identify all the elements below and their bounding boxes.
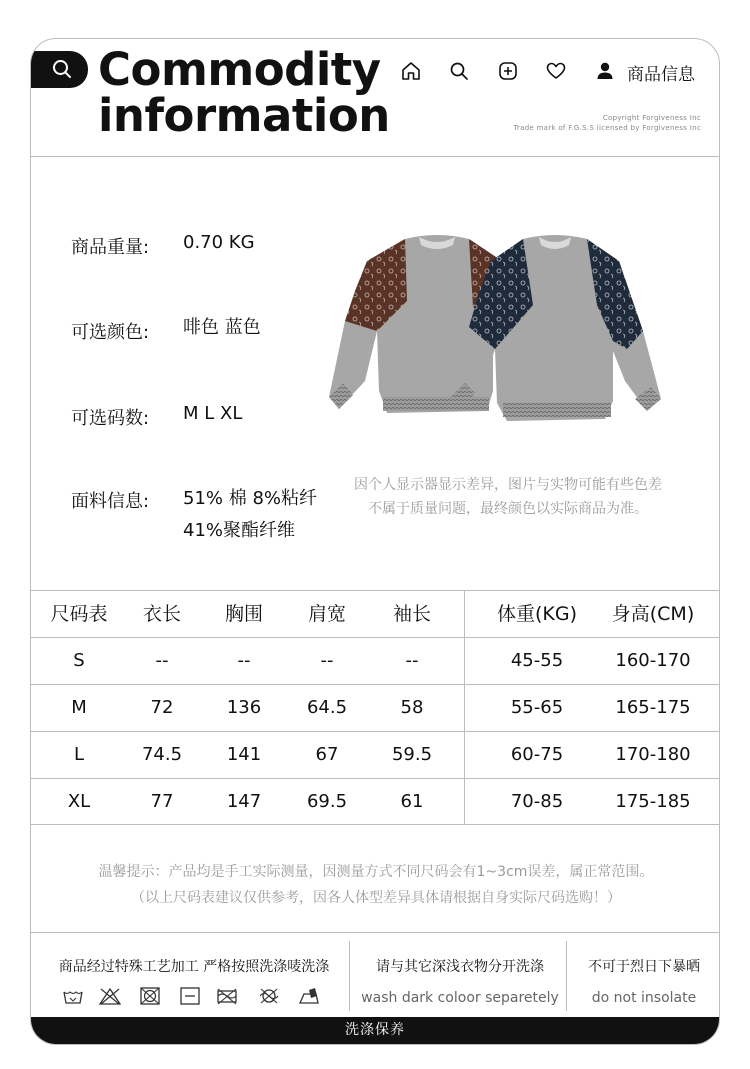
cell-chest: 147 [226, 791, 262, 812]
header-weight: 体重(KG) [496, 603, 577, 625]
no-dry-clean-icon [257, 986, 281, 1006]
size-row [71, 403, 243, 430]
header-height: 身高(CM) [611, 603, 695, 625]
cell-length: -- [155, 650, 169, 671]
size-value: M L XL [183, 403, 243, 424]
search-icon [52, 59, 72, 79]
flat-dry-icon [178, 986, 202, 1006]
no-bleach-icon [98, 986, 122, 1006]
care-title-separate: 请与其它深浅衣物分开洗涤 [376, 959, 544, 975]
tip-line-2: （以上尺码表建议仅供参考，因各人体型差异具体请根据自身实际尺码选购！） [131, 890, 621, 906]
cell-height: 160-170 [615, 650, 691, 671]
header-size: 尺码表 [50, 603, 108, 625]
user-icon[interactable] [593, 59, 617, 83]
cell-sleeve: 61 [400, 791, 424, 812]
no-wring-icon [215, 986, 239, 1006]
weight-label: 商品重量: [71, 237, 150, 258]
cell-weight: 60-75 [510, 744, 564, 765]
disclaimer-line-1: 因个人显示器显示差异，图片与实物可能有些色差 [354, 477, 662, 493]
disclaimer-line-2: 不属于质量问题，最终颜色以实际商品为准。 [368, 501, 648, 517]
cell-length: 74.5 [141, 744, 183, 765]
cell-size: S [73, 650, 85, 671]
cell-height: 170-180 [615, 744, 691, 765]
cell-weight: 55-65 [510, 697, 564, 718]
care-divider [31, 932, 719, 933]
cell-weight: 45-55 [510, 650, 564, 671]
size-table-header [31, 590, 720, 637]
cell-chest: -- [237, 650, 251, 671]
plus-square-icon[interactable] [496, 59, 520, 83]
copyright-text [513, 113, 701, 133]
cell-length: 77 [150, 791, 174, 812]
table-row [31, 731, 720, 778]
title-line-2: information [98, 89, 390, 142]
care-title-special: 商品经过特殊工艺加工 严格按照洗涤唛洗涤 [58, 959, 330, 975]
table-row [31, 778, 720, 825]
color-value: 啡色 蓝色 [183, 317, 261, 338]
weight-value: 0.70 KG [183, 232, 255, 253]
color-row [71, 317, 261, 344]
cell-size: M [71, 697, 87, 718]
fabric-label: 面料信息: [71, 491, 150, 512]
nav-label-product-info[interactable]: 商品信息 [627, 65, 695, 85]
fabric-row [71, 487, 318, 541]
measurement-tip [31, 859, 720, 911]
fabric-value-line-1: 51% 棉 8%粘纤 [183, 488, 318, 509]
footer-bar: 洗涤保养 [31, 1017, 719, 1044]
care-sub-sun: do not insolate [591, 990, 697, 1006]
header-divider [31, 156, 719, 157]
page-title [98, 43, 390, 142]
cell-sleeve: 59.5 [391, 744, 433, 765]
cell-weight: 70-85 [510, 791, 564, 812]
care-col-separate [357, 942, 563, 1014]
care-sub-separate: wash dark coloor separetely [361, 990, 559, 1006]
no-tumble-dry-icon [138, 986, 162, 1006]
fabric-value-line-2: 41%聚酯纤维 [183, 520, 296, 541]
size-table [31, 590, 720, 825]
cell-size: XL [67, 791, 91, 812]
home-icon[interactable] [399, 59, 423, 83]
header-shoulder: 肩宽 [307, 603, 346, 625]
hand-wash-icon [61, 986, 85, 1006]
cell-sleeve: 58 [400, 697, 424, 718]
cell-shoulder: 69.5 [306, 791, 348, 812]
product-photo [327, 231, 683, 441]
cell-chest: 136 [226, 697, 262, 718]
cell-shoulder: 67 [315, 744, 339, 765]
title-line-1: Commodity [98, 43, 381, 96]
color-label: 可选颜色: [71, 322, 150, 343]
cell-length: 72 [150, 697, 174, 718]
weight-row [71, 232, 255, 259]
header-chest: 胸围 [224, 603, 263, 625]
care-separator-2 [566, 941, 567, 1011]
cell-height: 175-185 [615, 791, 691, 812]
cell-sleeve: -- [405, 650, 419, 671]
cell-shoulder: -- [320, 650, 334, 671]
care-col-sun [571, 942, 717, 1014]
size-label: 可选码数: [71, 408, 150, 429]
care-separator-1 [349, 941, 350, 1011]
cell-shoulder: 64.5 [306, 697, 348, 718]
header-length: 衣长 [142, 603, 181, 625]
care-title-sun: 不可于烈日下暴晒 [588, 959, 700, 975]
iron-low-icon [297, 986, 321, 1006]
table-row [31, 684, 720, 731]
table-row [31, 637, 720, 684]
cell-chest: 141 [226, 744, 262, 765]
heart-icon[interactable] [544, 59, 568, 83]
copyright-line-1: Copyright Forgiveness Inc [602, 114, 701, 122]
tip-line-1: 温馨提示：产品均是手工实际测量，因测量方式不同尺码会有1~3cm误差，属正常范围。 [98, 864, 654, 880]
color-disclaimer [328, 473, 688, 521]
product-info-card [30, 38, 720, 1045]
cell-size: L [73, 744, 85, 765]
cell-height: 165-175 [615, 697, 691, 718]
copyright-line-2: Trade mark of F.G.S.S licensed by Forgiveness Inc [513, 124, 701, 132]
header-sleeve: 袖长 [392, 603, 431, 625]
search-button[interactable] [31, 51, 88, 88]
search-icon[interactable] [447, 59, 471, 83]
table-column-divider [464, 590, 465, 825]
